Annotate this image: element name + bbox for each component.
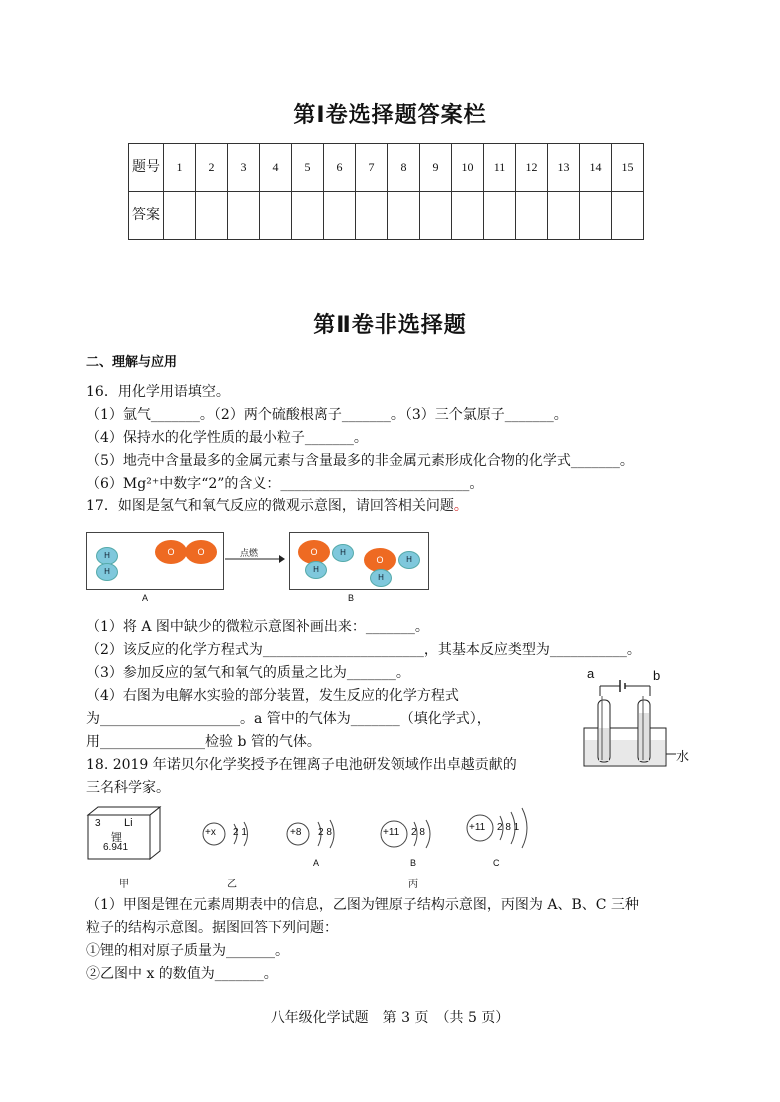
electrode-a-label: a: [587, 666, 595, 681]
answer-cell: [260, 192, 292, 240]
question-number-cell: 15: [612, 144, 644, 192]
question-number-cell: 11: [484, 144, 516, 192]
q17-line1: （1）将 A 图中缺少的微粒示意图补画出来：_______。: [86, 619, 429, 635]
label-a: A: [142, 593, 149, 603]
q17-stem: [86, 497, 468, 515]
answer-cell: [420, 192, 452, 240]
question-number-cell: 3: [228, 144, 260, 192]
q17-line2: （2）该反应的化学方程式为_______________________，其基本反应类型为___________。: [86, 642, 641, 658]
answer-cell: [228, 192, 260, 240]
atom-structure-a-icon: [284, 816, 350, 860]
q16-line4: （6）Mg²⁺中数字“2”的含义：___________________________。: [86, 476, 484, 492]
atom-structure-c-icon: [464, 806, 540, 860]
label-B: B: [410, 858, 417, 868]
q18-line3: （1）甲图是锂在元素周期表中的信息，乙图为锂原子结构示意图，丙图为 A、B、C 三种: [86, 897, 639, 913]
label-b: B: [348, 593, 355, 603]
table-row: [129, 192, 644, 240]
q17-line5: 为____________________。a 管中的气体为_______（填化学式），: [86, 711, 491, 727]
question-number-cell: 10: [452, 144, 484, 192]
label-C: C: [493, 858, 500, 868]
answer-cell: [484, 192, 516, 240]
hydrogen-atom: H: [305, 561, 327, 579]
yi-nucleus: +x: [205, 827, 216, 838]
question-number-cell: 6: [324, 144, 356, 192]
electrode-b-label: b: [653, 668, 661, 683]
q16-line2: （4）保持水的化学性质的最小粒子_______。: [86, 430, 368, 446]
page-footer: 八年级化学试题 第 3 页 （共 5 页）: [270, 1010, 510, 1026]
q18-line5: ①锂的相对原子质量为_______。: [86, 943, 289, 959]
a-nucleus: +8: [290, 827, 302, 838]
a-shells: 2 8: [318, 827, 332, 838]
q17-stem-end: 。: [453, 498, 468, 514]
q18-line1: 18. 2019 年诺贝尔化学奖授予在锂离子电池研发领域作出卓越贡献的: [86, 757, 517, 773]
q17-stem-text: 17．如图是氢气和氧气反应的微观示意图，请回答相关问题: [86, 498, 454, 514]
answer-cell: [580, 192, 612, 240]
hydrogen-atom: H: [332, 544, 354, 562]
question-number-cell: 5: [292, 144, 324, 192]
q18-line6: ②乙图中 x 的数值为_______。: [86, 966, 278, 982]
q17-line3: （3）参加反应的氢气和氧气的质量之比为_______。: [86, 665, 410, 681]
card-symbol: Li: [124, 817, 133, 829]
c-nucleus: +11: [469, 822, 486, 833]
question-number-cell: 14: [580, 144, 612, 192]
b-shells: 2 8: [411, 827, 425, 838]
question-number-cell: 13: [548, 144, 580, 192]
electrolysis-apparatus-icon: [580, 668, 690, 776]
answer-table: [128, 143, 644, 240]
q16-line1: （1）氩气_______。（2）两个硫酸根离子_______。（3）三个氯原子_______。: [86, 407, 568, 423]
q18-line4: 粒子的结构示意图。据图回答下列问题：: [86, 920, 338, 936]
oxygen-atom: O: [155, 540, 187, 564]
question-number-cell: 7: [356, 144, 388, 192]
answer-cell: [388, 192, 420, 240]
card-element-name: 锂: [111, 831, 122, 844]
hydrogen-atom: H: [398, 551, 420, 569]
section-heading: 二、理解与应用: [86, 355, 178, 370]
label-jia: 甲: [119, 879, 129, 890]
atom-structure-yi-icon: [200, 816, 260, 860]
part2-title: 第Ⅱ卷非选择题: [313, 313, 467, 338]
question-number-cell: 8: [388, 144, 420, 192]
answer-cell: [452, 192, 484, 240]
label-bing: 丙: [408, 879, 418, 890]
hydrogen-atom: H: [96, 547, 118, 565]
q17-line4: （4）右图为电解水实验的部分装置，发生反应的化学方程式: [86, 688, 459, 704]
question-number-cell: 4: [260, 144, 292, 192]
card-atomic-number: 3: [95, 818, 101, 829]
table-row: [129, 144, 644, 192]
oxygen-atom: O: [185, 540, 217, 564]
q17-line6: 用_______________检验 b 管的气体。: [86, 734, 321, 750]
question-number-cell: 1: [164, 144, 196, 192]
answer-cell: [196, 192, 228, 240]
row-header-number: 题号: [129, 144, 164, 192]
q16-stem: 16．用化学用语填空。: [86, 384, 230, 400]
question-number-cell: 9: [420, 144, 452, 192]
hydrogen-atom: H: [370, 569, 392, 587]
question-number-cell: 12: [516, 144, 548, 192]
answer-cell: [292, 192, 324, 240]
answer-cell: [612, 192, 644, 240]
answer-cell: [324, 192, 356, 240]
question-number-cell: 2: [196, 144, 228, 192]
answer-cell: [548, 192, 580, 240]
yi-shells: 2 1: [233, 827, 247, 838]
q18-line2: 三名科学家。: [86, 780, 170, 796]
atom-structure-b-icon: [378, 816, 444, 860]
row-header-answer: 答案: [129, 192, 164, 240]
b-nucleus: +11: [383, 827, 400, 838]
card-atomic-mass: 6.941: [103, 842, 129, 853]
water-label: 水: [676, 750, 690, 765]
arrow-label: 点燃: [240, 548, 259, 558]
label-yi: 乙: [227, 879, 237, 890]
answer-cell: [164, 192, 196, 240]
oxygen-atom: O: [364, 548, 396, 572]
part1-title: 第Ⅰ卷选择题答案栏: [293, 103, 487, 128]
hydrogen-atom: H: [96, 563, 118, 581]
answer-cell: [356, 192, 388, 240]
q16-line3: （5）地壳中含量最多的金属元素与含量最多的非金属元素形成化合物的化学式_______。: [86, 453, 634, 469]
label-A: A: [313, 858, 320, 868]
c-shells: 2 8 1: [497, 822, 520, 833]
answer-cell: [516, 192, 548, 240]
oxygen-atom: O: [298, 540, 330, 564]
